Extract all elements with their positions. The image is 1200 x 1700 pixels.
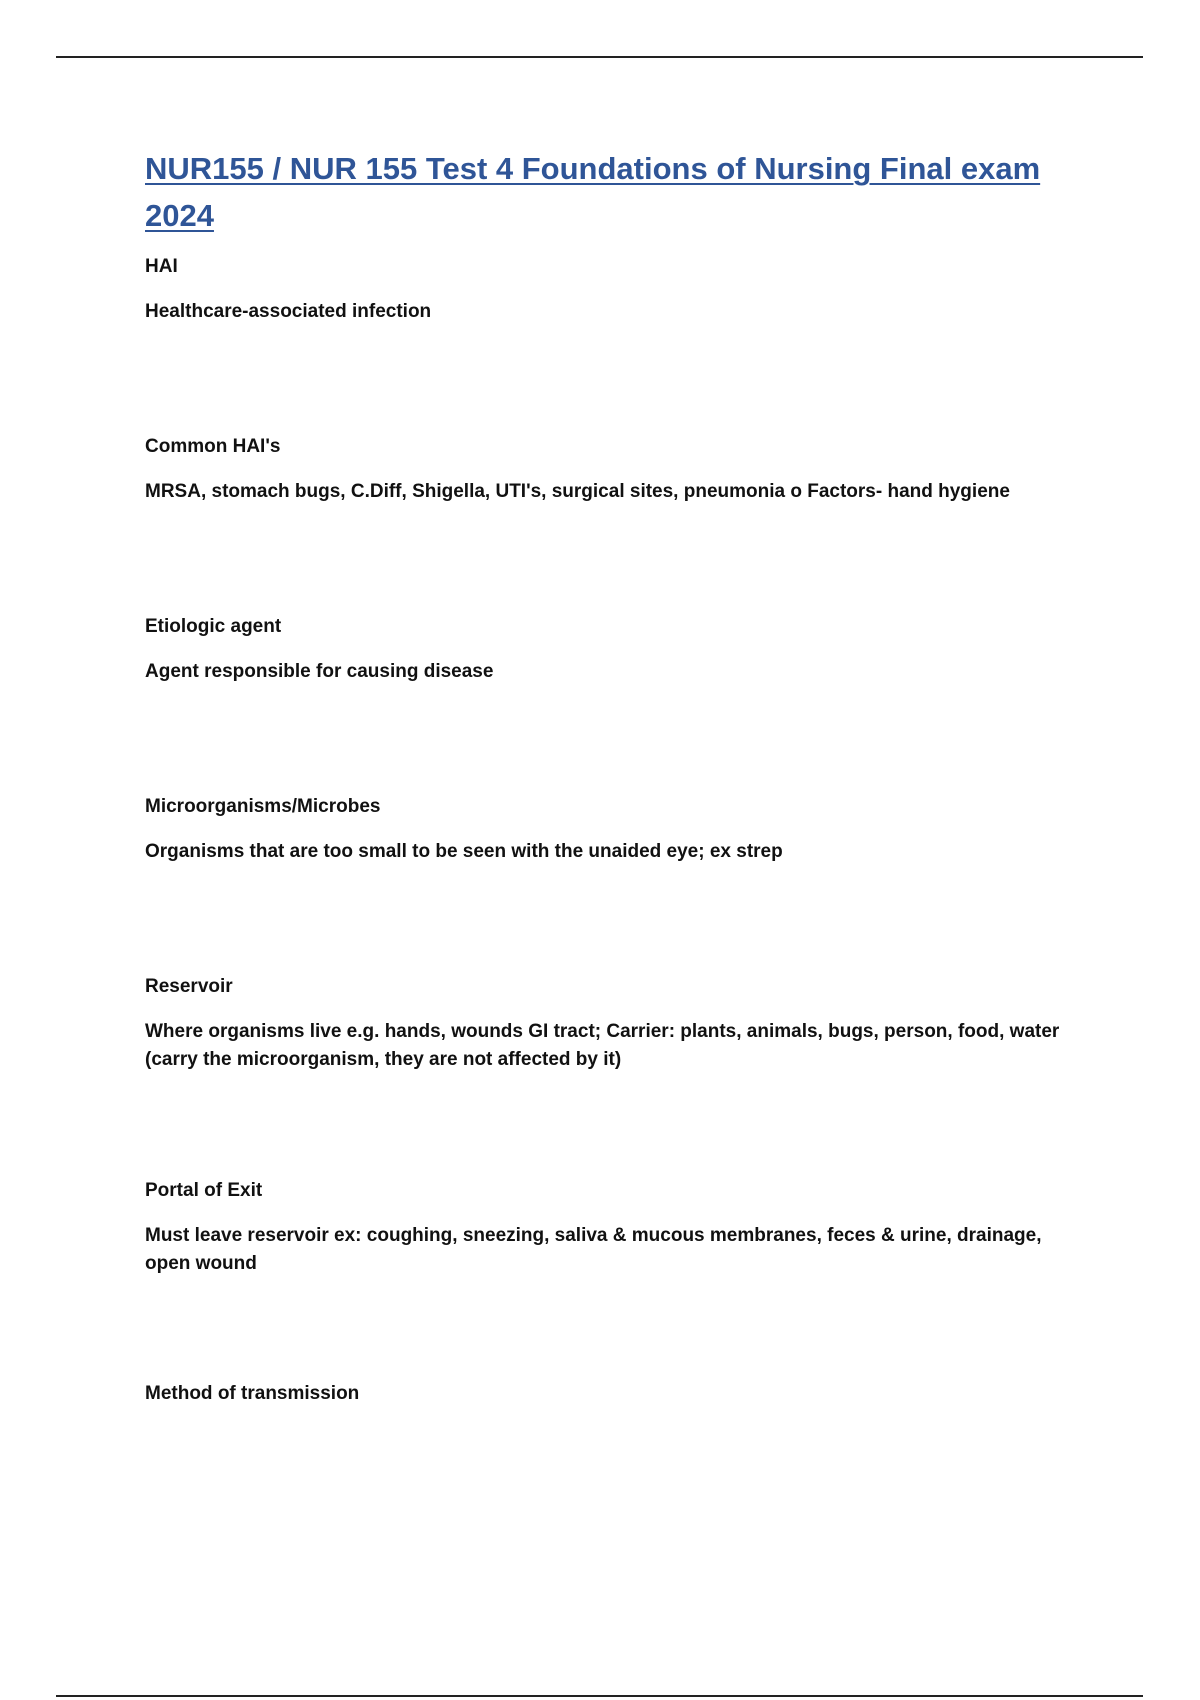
entry-definition: Must leave reservoir ex: coughing, sneezing, saliva & mucous membranes, feces & urine, drainage, open wound — [145, 1225, 1042, 1274]
entry-definition: MRSA, stomach bugs, C.Diff, Shigella, UTI's, surgical sites, pneumonia o Factors- hand hygiene — [145, 481, 1010, 502]
entry-definition: Healthcare-associated infection — [145, 301, 432, 322]
entry-portal-of-exit — [145, 1177, 1085, 1278]
entry-term: Method of transmission — [145, 1383, 360, 1404]
entry-term: HAI — [145, 256, 178, 277]
entry-microorganisms — [145, 793, 1085, 866]
entry-term: Portal of Exit — [145, 1180, 263, 1201]
document-body — [145, 145, 1085, 1425]
entry-hai — [145, 253, 1085, 326]
entry-definition: Where organisms live e.g. hands, wounds GI tract; Carrier: plants, animals, bugs, person, food, water (carry the microorganism, they are not affected by it) — [145, 1021, 1060, 1070]
entry-etiologic-agent — [145, 613, 1085, 686]
entry-method-of-transmission — [145, 1380, 1085, 1408]
entry-list — [145, 253, 1085, 1408]
top-rule — [56, 56, 1143, 58]
entry-reservoir — [145, 973, 1085, 1074]
entry-definition: Organisms that are too small to be seen with the unaided eye; ex strep — [145, 841, 783, 862]
entry-term: Common HAI's — [145, 436, 281, 457]
entry-term: Microorganisms/Microbes — [145, 796, 381, 817]
entry-term: Reservoir — [145, 976, 233, 997]
bottom-rule — [56, 1695, 1143, 1697]
document-title: NUR155 / NUR 155 Test 4 Foundations of Nursing Final exam 2024 — [145, 151, 1041, 233]
entry-common-hais — [145, 433, 1085, 506]
entry-definition: Agent responsible for causing disease — [145, 661, 494, 682]
entry-term: Etiologic agent — [145, 616, 282, 637]
